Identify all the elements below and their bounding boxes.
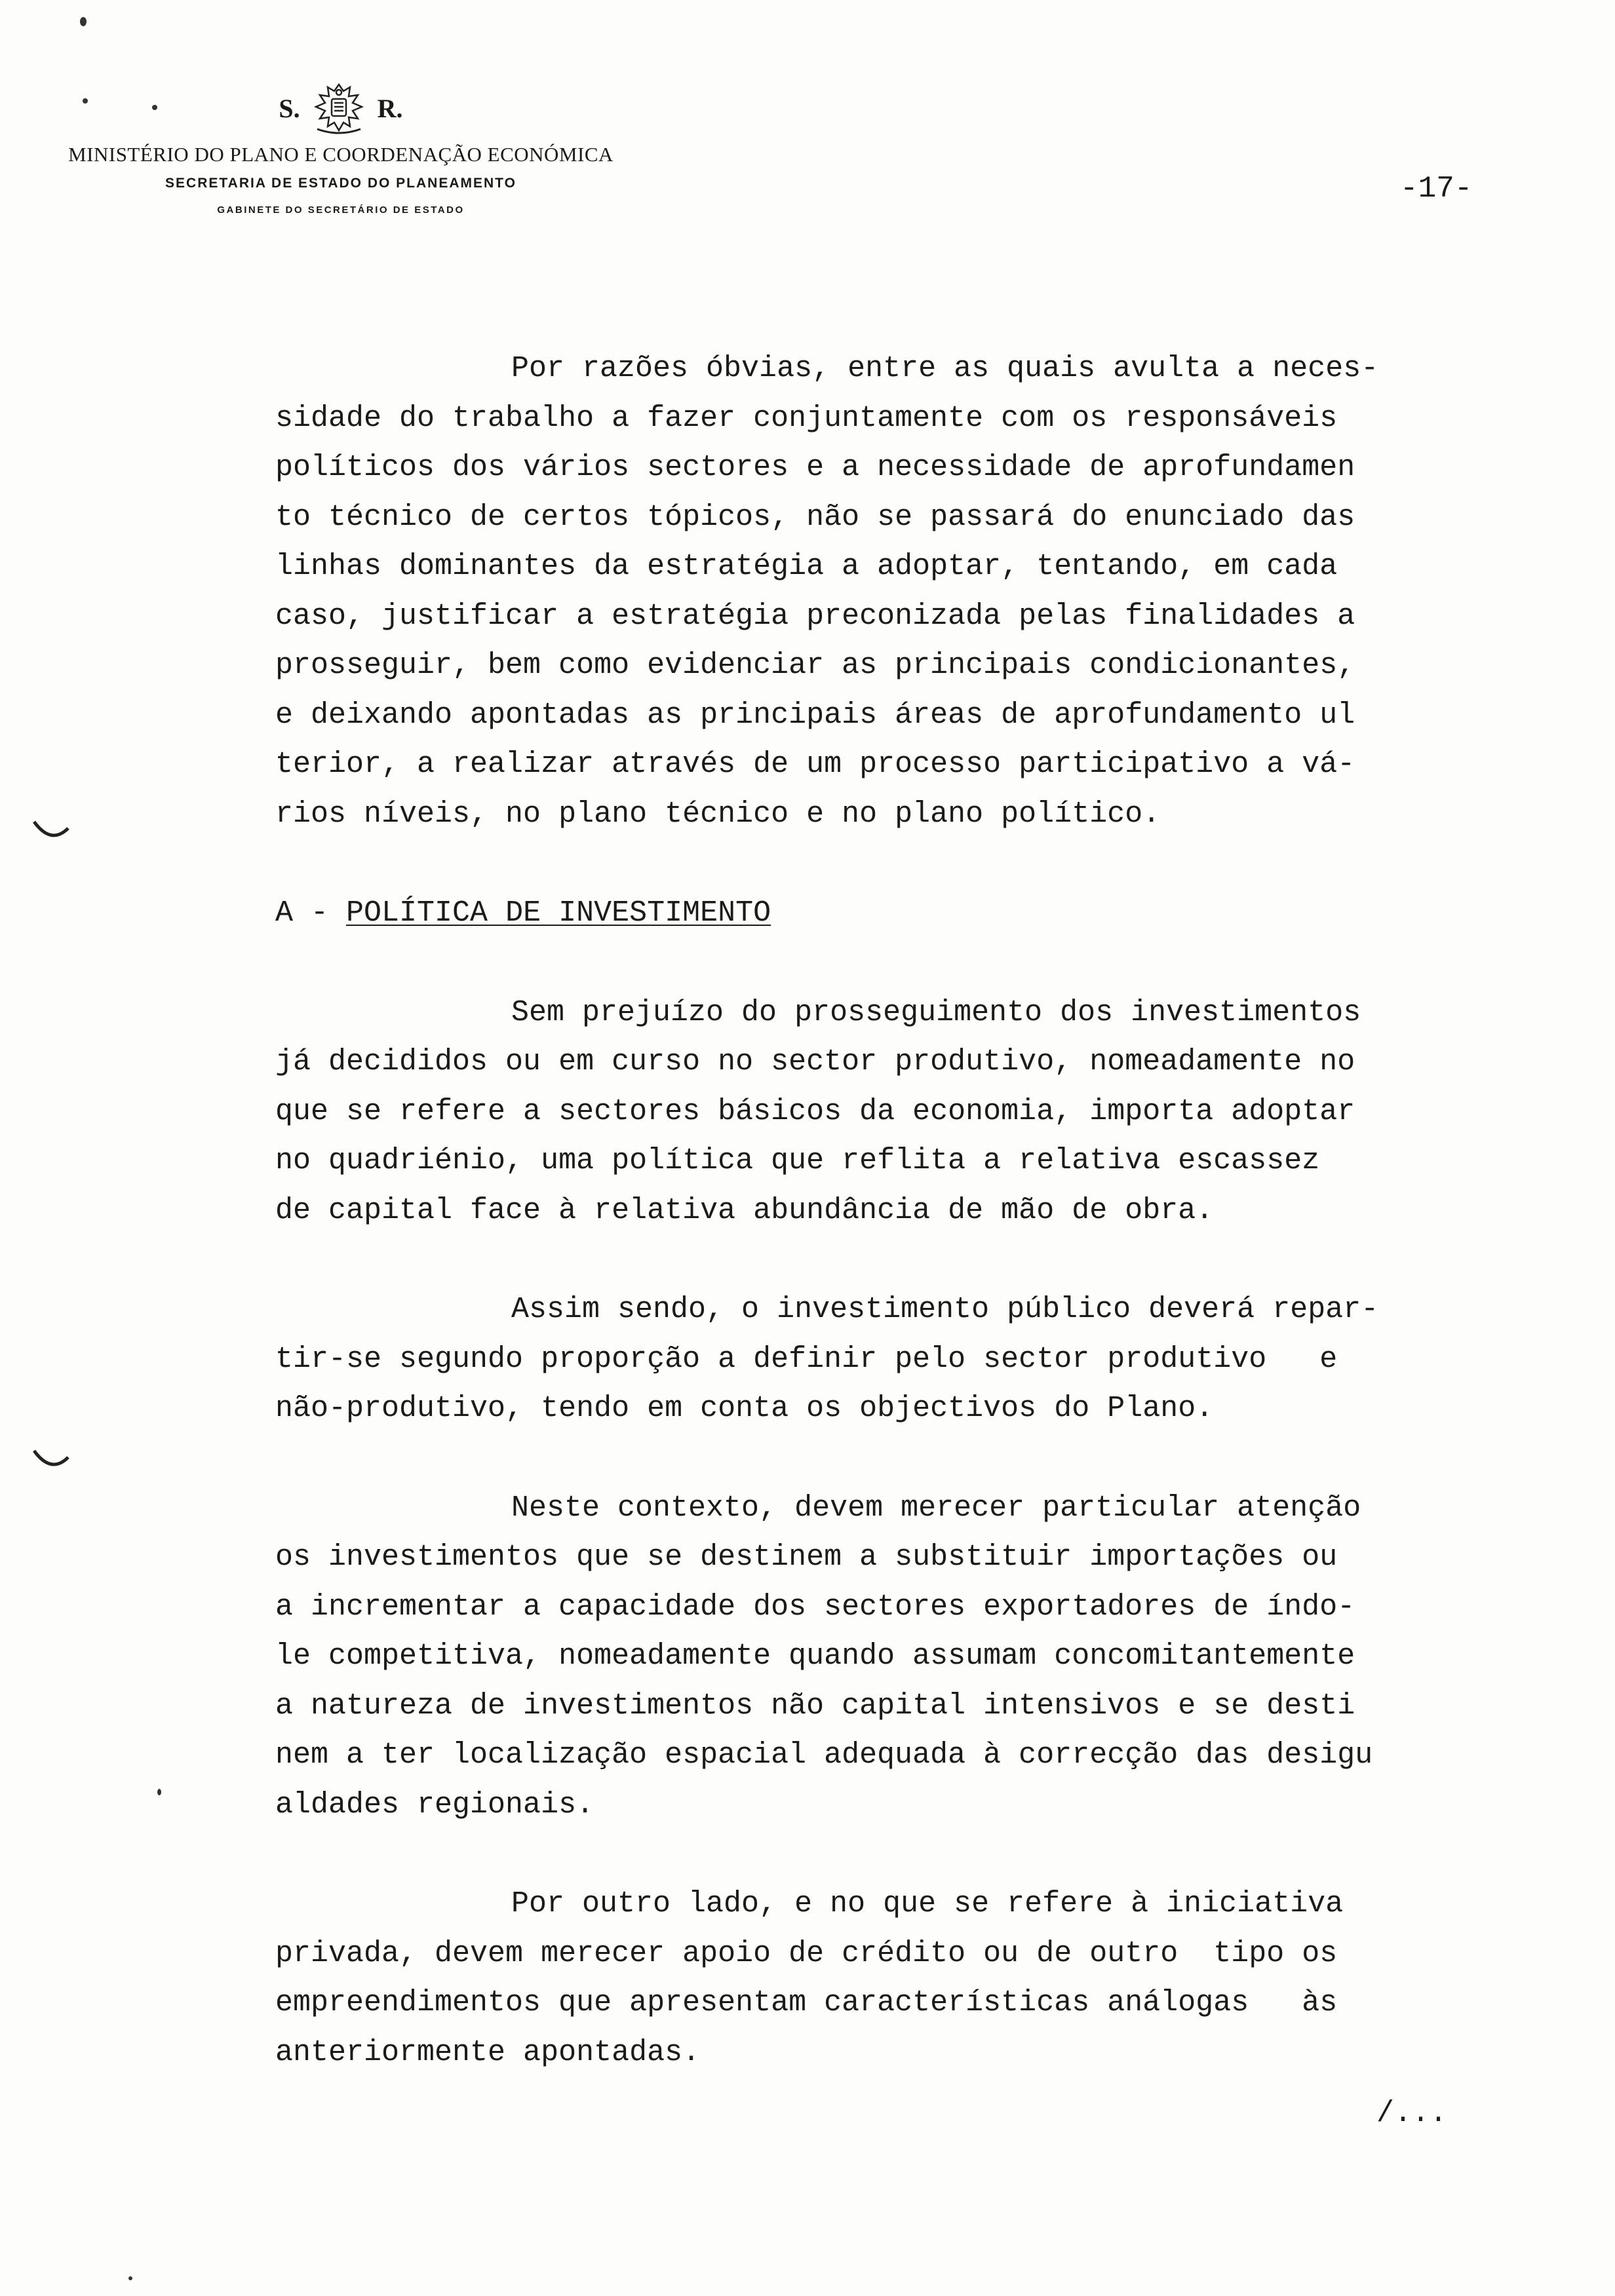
text-line: rios níveis, no plano técnico e no plano político. — [275, 797, 1161, 831]
section-heading-prefix: A - — [275, 896, 347, 930]
text-line: caso, justificar a estratégia preconizada pelas finalidades a — [275, 599, 1355, 633]
text-line: sidade do trabalho a fazer conjuntamente com os responsáveis — [275, 401, 1338, 435]
text-line: Neste contexto, devem merecer particular atenção — [511, 1491, 1361, 1525]
coat-of-arms-icon — [309, 81, 368, 136]
punch-hole-mark-icon — [31, 1448, 71, 1470]
text-line: prosseguir, bem como evidenciar as principais condicionantes, — [275, 649, 1355, 682]
text-line: linhas dominantes da estratégia a adoptar, tentando, em cada — [275, 550, 1338, 583]
text-line: le competitiva, nomeadamente quando assumam concomitantemente — [275, 1639, 1355, 1673]
text-line: Sem prejuízo do prosseguimento dos investimentos — [511, 995, 1361, 1029]
text-line: a natureza de investimentos não capital intensivos e se desti — [275, 1689, 1355, 1723]
text-line: aldades regionais. — [275, 1788, 594, 1822]
text-line: Assim sendo, o investimento público deverá repar- — [511, 1293, 1379, 1326]
scan-speck — [80, 17, 87, 26]
paragraph-investment — [275, 988, 1521, 1236]
crest-letter-left: S. — [279, 93, 300, 123]
text-line: to técnico de certos tópicos, não se passará do enunciado das — [275, 500, 1355, 534]
text-line: terior, a realizar através de um processo participativo a vá- — [275, 748, 1355, 781]
paragraph-public-investment — [275, 1285, 1521, 1434]
text-line: não-produtivo, tendo em conta os objectivos do Plano. — [275, 1392, 1214, 1425]
punch-hole-mark-icon — [31, 819, 71, 841]
text-line: empreendimentos que apresentam características análogas às — [275, 1986, 1338, 2019]
text-line: já decididos ou em curso no sector produtivo, nomeadamente no — [275, 1045, 1355, 1079]
text-line: políticos dos vários sectores e a necessidade de aprofundamen — [275, 451, 1355, 484]
paragraph-intro — [275, 344, 1521, 839]
document-body — [275, 344, 1521, 2127]
scan-speck — [152, 105, 157, 110]
scan-speck — [128, 2276, 132, 2280]
secretaria-name: SECRETARIA DE ESTADO DO PLANEAMENTO — [165, 176, 516, 191]
crest-letter-right: R. — [377, 93, 403, 123]
page-continuation-mark: /... — [1376, 2097, 1448, 2130]
paragraph-private-initiative — [275, 1879, 1521, 2077]
letterhead — [39, 79, 642, 216]
scan-speck — [157, 1789, 161, 1795]
text-line: tir-se segundo proporção a definir pelo sector produtivo e — [275, 1342, 1338, 1376]
section-heading-title: POLÍTICA DE INVESTIMENTO — [346, 896, 771, 930]
ministry-name: MINISTÉRIO DO PLANO E COORDENAÇÃO ECONÓMICA — [68, 143, 613, 166]
text-line: nem a ter localização espacial adequada à correcção das desigu — [275, 1738, 1373, 1772]
text-line: anteriormente apontadas. — [275, 2035, 701, 2069]
page-number: -17- — [1400, 172, 1473, 206]
section-heading — [275, 889, 1521, 938]
text-line: a incrementar a capacidade dos sectores exportadores de índo- — [275, 1590, 1355, 1624]
crest-row — [39, 79, 642, 138]
text-line: Por razões óbvias, entre as quais avulta a neces- — [511, 352, 1379, 385]
text-line: privada, devem merecer apoio de crédito ou de outro tipo os — [275, 1936, 1338, 1970]
scan-speck — [83, 98, 88, 104]
text-line: e deixando apontadas as principais áreas de aprofundamento ul — [275, 698, 1355, 732]
paragraph-context — [275, 1483, 1521, 1830]
text-line: que se refere a sectores básicos da economia, importa adoptar — [275, 1094, 1355, 1128]
text-line: os investimentos que se destinem a substituir importações ou — [275, 1540, 1338, 1574]
text-line: de capital face à relativa abundância de mão de obra. — [275, 1193, 1214, 1227]
gabinete-name: GABINETE DO SECRETÁRIO DE ESTADO — [217, 204, 465, 216]
text-line: Por outro lado, e no que se refere à iniciativa — [511, 1887, 1344, 1921]
text-line: no quadriénio, uma política que reflita a relativa escassez — [275, 1144, 1320, 1177]
